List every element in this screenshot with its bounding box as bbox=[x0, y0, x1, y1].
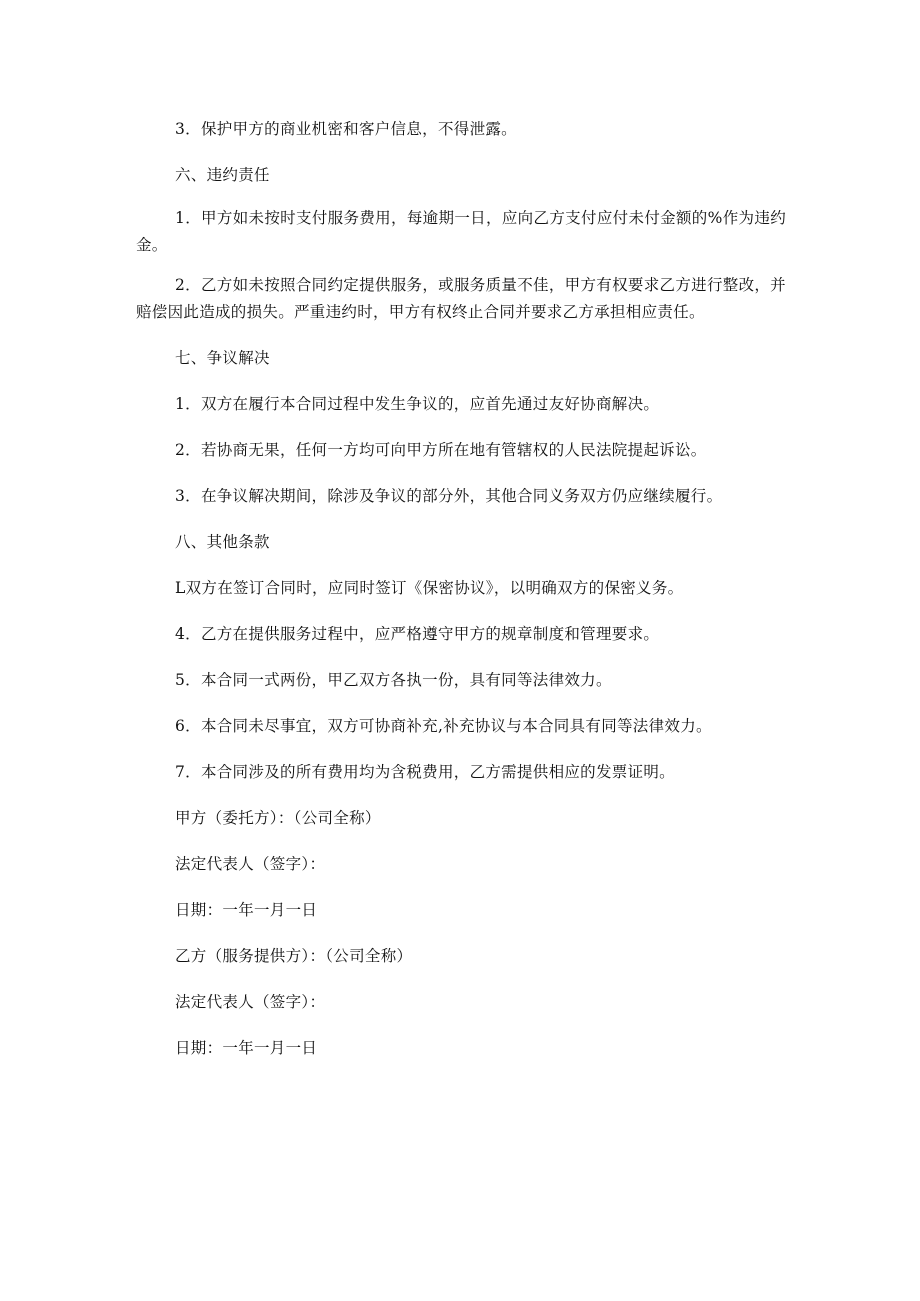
clause-service-breach: 2．乙方如未按照合同约定提供服务，或服务质量不佳，甲方有权要求乙方进行整改，并赔偿因此造成的损失。严重违约时，甲方有权终止合同并要求乙方承担相应责任。 bbox=[136, 276, 786, 321]
clause-nda: L双方在签订合同时，应同时签订《保密协议》，以明确双方的保密义务。 bbox=[175, 579, 684, 597]
clause-copies: 5．本合同一式两份，甲乙双方各执一份，具有同等法律效力。 bbox=[175, 671, 612, 689]
clause-confidentiality: 3．保护甲方的商业机密和客户信息，不得泄露。 bbox=[175, 120, 517, 138]
clause-litigation: 2．若协商无果，任何一方均可向甲方所在地有管辖权的人民法院提起诉讼。 bbox=[175, 441, 707, 459]
clause-compliance: 4．乙方在提供服务过程中，应严格遵守甲方的规章制度和管理要求。 bbox=[175, 625, 660, 643]
party-a-representative: 法定代表人（签字）： bbox=[175, 855, 326, 873]
party-b-name: 乙方（服务提供方）：（公司全称） bbox=[175, 947, 413, 965]
clause-late-payment: 1．甲方如未按时支付服务费用，每逾期一日，应向乙方支付应付未付金额的%作为违约金。 bbox=[136, 209, 786, 254]
party-b-date: 日期：一年一月一日 bbox=[175, 1039, 318, 1057]
clause-negotiation: 1．双方在履行本合同过程中发生争议的，应首先通过友好协商解决。 bbox=[175, 395, 660, 413]
clause-continued-performance: 3．在争议解决期间，除涉及争议的部分外，其他合同义务双方仍应继续履行。 bbox=[175, 487, 723, 505]
party-b-representative: 法定代表人（签字）： bbox=[175, 993, 326, 1011]
party-a-date: 日期：一年一月一日 bbox=[175, 901, 318, 919]
section-heading-other: 八、其他条款 bbox=[175, 533, 270, 551]
clause-tax: 7．本合同涉及的所有费用均为含税费用，乙方需提供相应的发票证明。 bbox=[175, 763, 675, 781]
party-a-name: 甲方（委托方）：（公司全称） bbox=[175, 809, 381, 827]
section-heading-breach: 六、违约责任 bbox=[175, 166, 270, 184]
section-heading-dispute: 七、争议解决 bbox=[175, 349, 270, 367]
clause-supplement: 6．本合同未尽事宜，双方可协商补充,补充协议与本合同具有同等法律效力。 bbox=[175, 717, 712, 735]
